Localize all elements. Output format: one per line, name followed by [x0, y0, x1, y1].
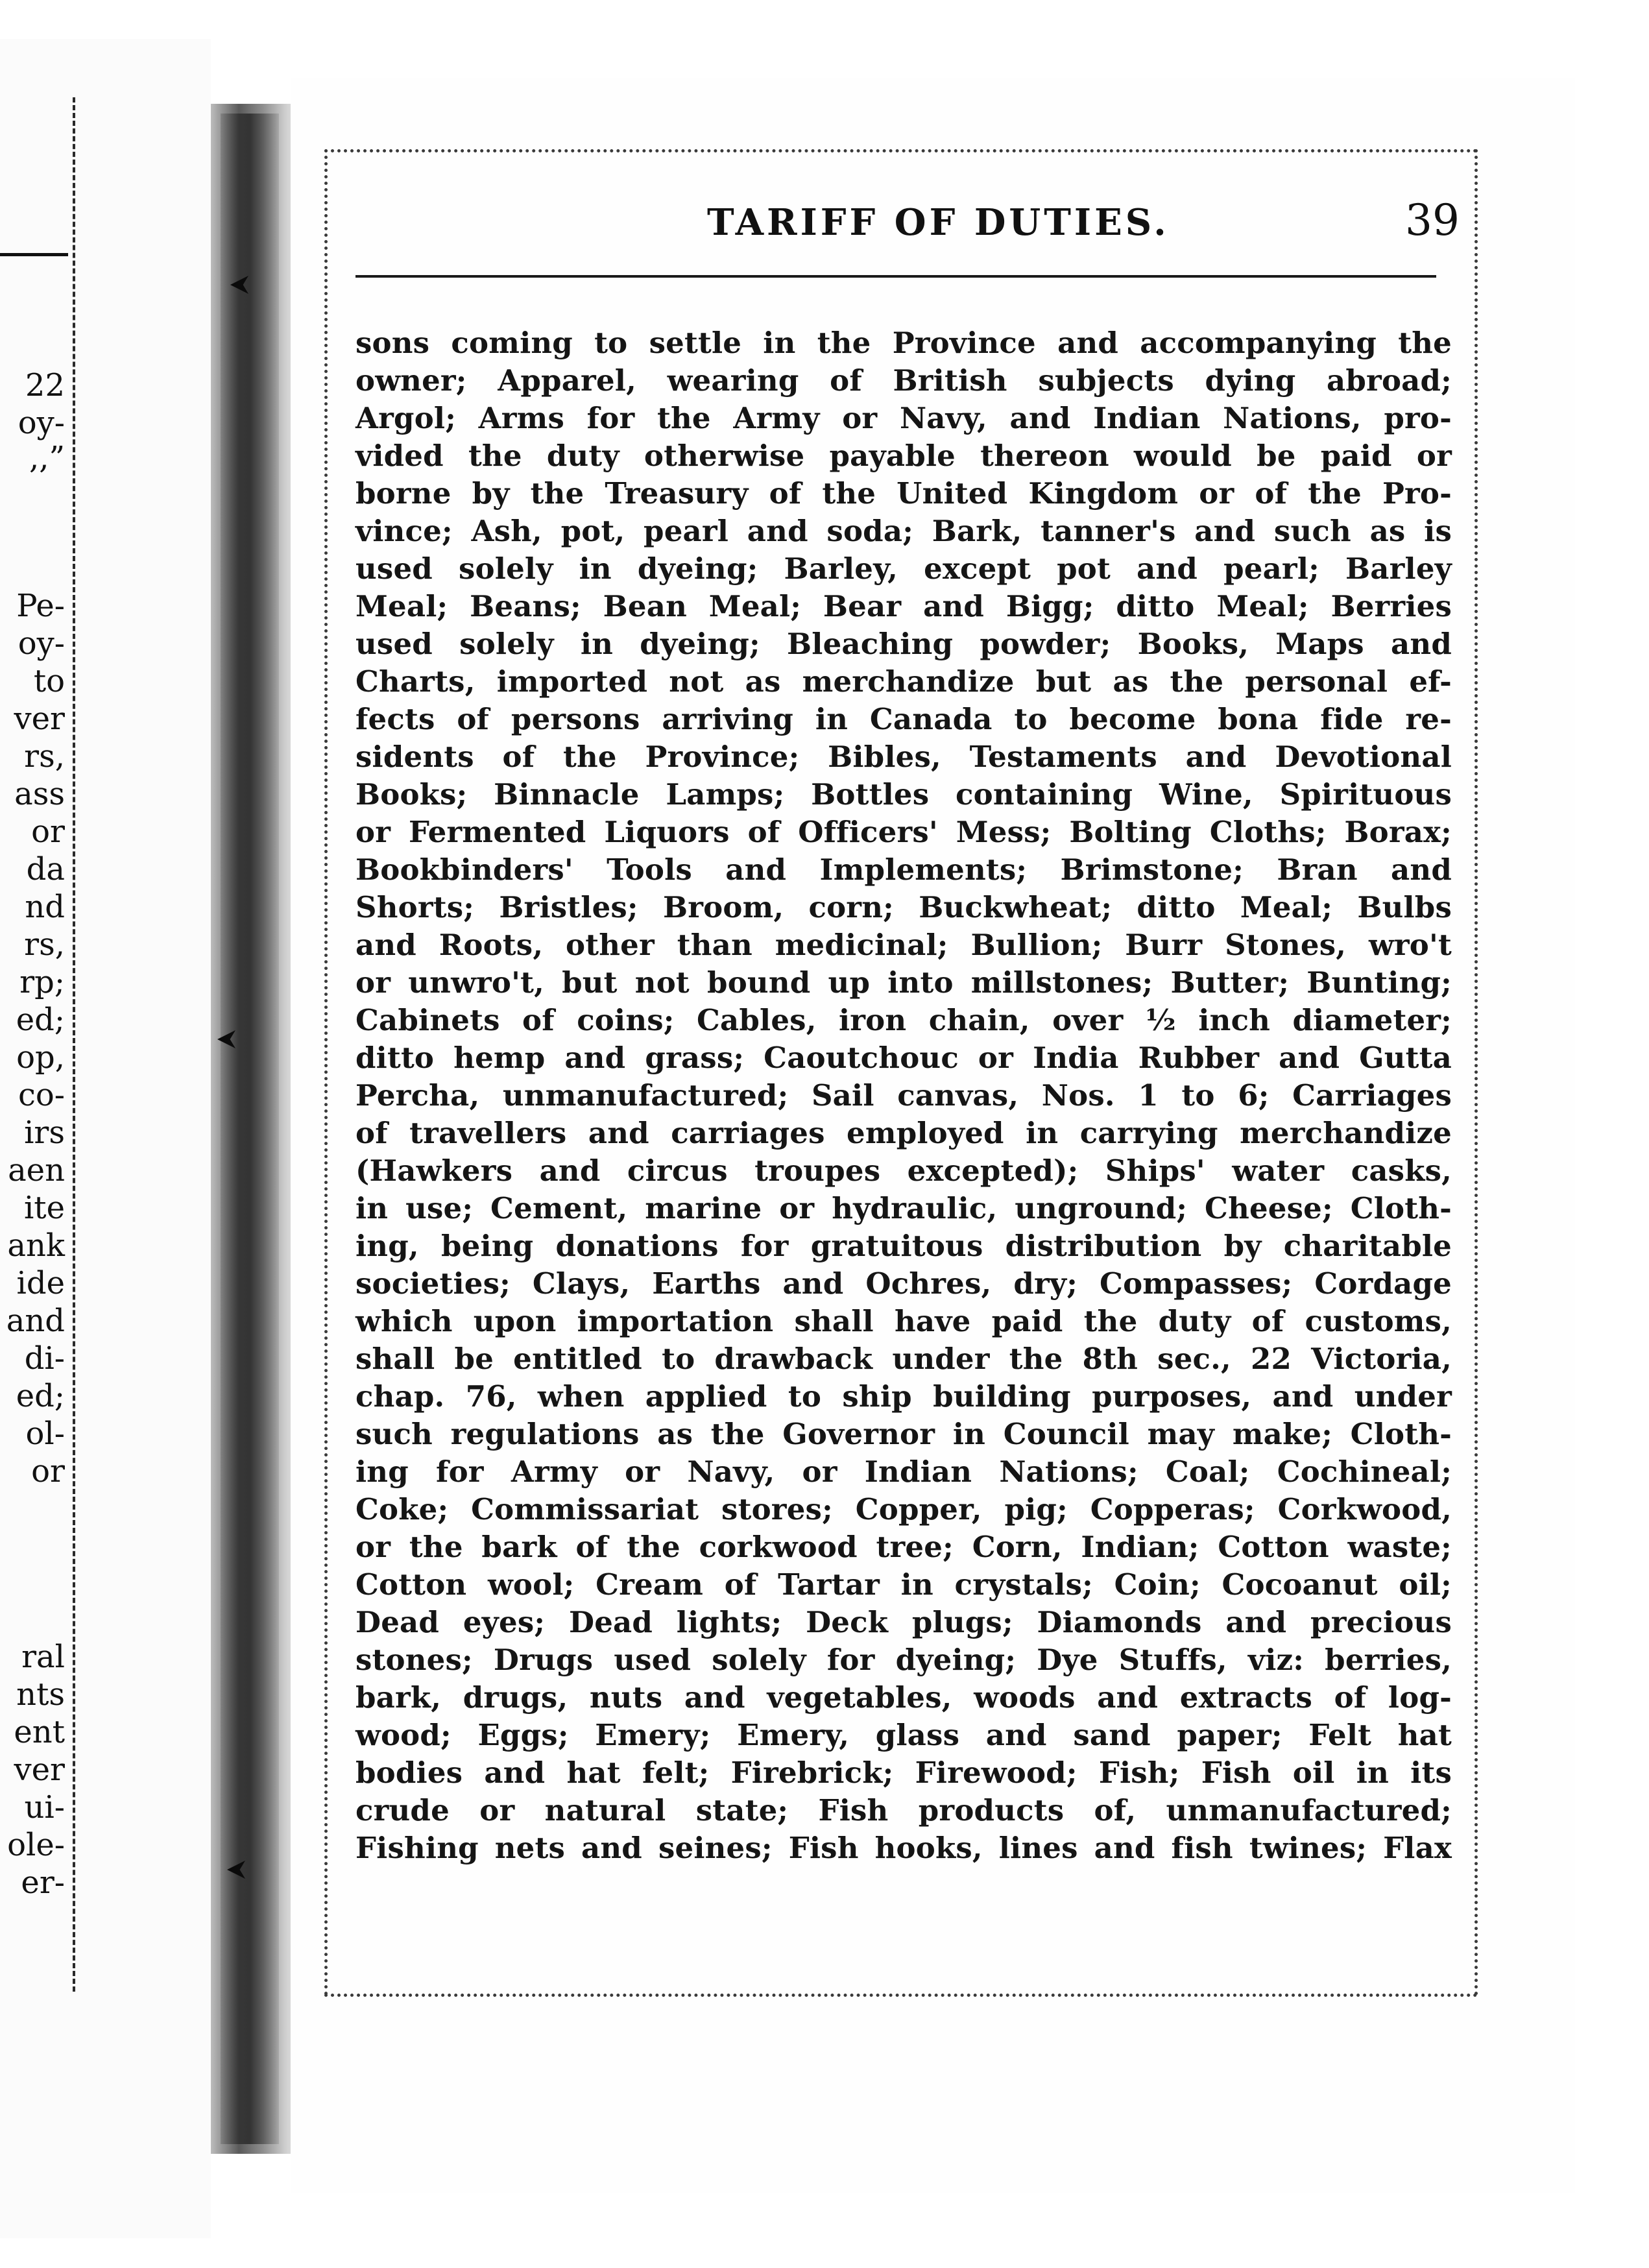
- left-page-fragment: ed;: [16, 1002, 65, 1038]
- body-line: crude or natural state; Fish products of, unmanufactured;: [355, 1793, 1452, 1828]
- left-page-fragment: ide: [16, 1265, 65, 1301]
- left-page-fragment: ver: [14, 1752, 65, 1788]
- left-page-fragment: aen: [8, 1152, 65, 1188]
- body-line: bodies and hat felt; Firebrick; Firewood; Fish; Fish oil in its: [355, 1755, 1452, 1790]
- body-line: in use; Cement, marine or hydraulic, unground; Cheese; Cloth-: [355, 1191, 1452, 1225]
- left-page-fragment: oy-: [18, 625, 65, 662]
- body-line: sidents of the Province; Bibles, Testaments and Devotional: [355, 740, 1452, 774]
- body-line: bark, drugs, nuts and vegetables, woods and extracts of log-: [355, 1680, 1452, 1715]
- left-page-fragment: irs: [24, 1115, 65, 1151]
- body-line: Cabinets of coins; Cables, iron chain, over ½ inch diameter;: [355, 1003, 1452, 1037]
- left-page-fragment: or: [31, 1453, 65, 1490]
- left-page-fragment: ole-: [7, 1827, 65, 1863]
- body-line: vince; Ash, pot, pearl and soda; Bark, tanner's and such as is: [355, 514, 1452, 548]
- left-page-fragment: rs,: [24, 926, 65, 963]
- body-line: or the bark of the corkwood tree; Corn, Indian; Cotton waste;: [355, 1530, 1452, 1564]
- left-page-fragment: ent: [14, 1714, 65, 1750]
- left-page-fragment: ed;: [16, 1378, 65, 1414]
- page-header: [363, 195, 1460, 276]
- body-line: Bookbinders' Tools and Implements; Brimstone; Bran and: [355, 852, 1452, 887]
- left-page-fragment: da: [26, 851, 65, 887]
- left-page-fragment: Pe-: [16, 588, 65, 624]
- body-line: Books; Binnacle Lamps; Bottles containing Wine, Spirituous: [355, 777, 1452, 812]
- body-line: societies; Clays, Earths and Ochres, dry; Compasses; Cordage: [355, 1266, 1452, 1301]
- left-page-fragment: rp;: [19, 964, 65, 1000]
- left-page-fragment: rs,: [24, 738, 65, 775]
- running-title: TARIFF OF DUTIES.: [707, 201, 1170, 244]
- left-page-fragment: di-: [24, 1340, 65, 1377]
- body-line: or unwro't, but not bound up into millstones; Butter; Bunting;: [355, 965, 1452, 1000]
- left-page-fragment: nd: [25, 889, 65, 925]
- body-line: shall be entitled to drawback under the 8th sec., 22 Victoria,: [355, 1342, 1452, 1376]
- left-page-fragment: to: [33, 663, 65, 699]
- body-line: Dead eyes; Dead lights; Deck plugs; Diamonds and precious: [355, 1605, 1452, 1639]
- body-line: owner; Apparel, wearing of British subjects dying abroad;: [355, 363, 1452, 398]
- body-line: and Roots, other than medicinal; Bullion; Burr Stones, wro't: [355, 928, 1452, 962]
- body-line: Fishing nets and seines; Fish hooks, lines and fish twines; Flax: [355, 1831, 1452, 1865]
- body-line: Shorts; Bristles; Broom, corn; Buckwheat; ditto Meal; Bulbs: [355, 890, 1452, 924]
- left-page-fragment: ite: [23, 1190, 65, 1226]
- body-line: wood; Eggs; Emery; Emery, glass and sand paper; Felt hat: [355, 1718, 1452, 1752]
- left-facing-page: [0, 39, 211, 2238]
- body-line: (Hawkers and circus troupes excepted); Ships' water casks,: [355, 1153, 1452, 1188]
- tariff-body-text: [355, 324, 1452, 1867]
- body-line: fects of persons arriving in Canada to become bona fide re-: [355, 702, 1452, 736]
- body-line: borne by the Treasury of the United Kingdom or of the Pro-: [355, 476, 1452, 511]
- left-page-fragment: nts: [16, 1676, 65, 1713]
- left-page-fragment: ol-: [25, 1416, 65, 1452]
- page-number: 39: [1405, 195, 1460, 245]
- left-page-fragment: oy-: [18, 405, 65, 441]
- body-line: used solely in dyeing; Barley, except pot and pearl; Barley: [355, 551, 1452, 586]
- left-page-fragment: ui-: [24, 1789, 65, 1826]
- body-line: used solely in dyeing; Bleaching powder; Books, Maps and: [355, 627, 1452, 661]
- body-line: ditto hemp and grass; Caoutchouc or India Rubber and Gutta: [355, 1041, 1452, 1075]
- left-page-fragment: ass: [14, 776, 65, 812]
- body-line: or Fermented Liquors of Officers' Mess; Bolting Cloths; Borax;: [355, 815, 1452, 849]
- body-line: Cotton wool; Cream of Tartar in crystals; Coin; Cocoanut oil;: [355, 1567, 1452, 1602]
- gutter-shadow: [221, 114, 279, 2144]
- left-page-fragment: ral: [21, 1639, 65, 1675]
- body-line: sons coming to settle in the Province and accompanying the: [355, 326, 1452, 360]
- left-page-rule: [0, 253, 68, 256]
- left-page-fragment: or: [31, 814, 65, 850]
- left-page-fragment: op,: [16, 1039, 65, 1076]
- left-page-fragment: and: [6, 1303, 65, 1339]
- left-page-fragment: co-: [18, 1077, 65, 1113]
- left-page-fragment: 22: [25, 367, 65, 404]
- left-page-fragment: ank: [7, 1227, 65, 1264]
- body-line: chap. 76, when applied to ship building purposes, and under: [355, 1379, 1452, 1414]
- body-line: Meal; Beans; Bean Meal; Bear and Bigg; ditto Meal; Berries: [355, 589, 1452, 623]
- body-line: Coke; Commissariat stores; Copper, pig; Copperas; Corkwood,: [355, 1492, 1452, 1526]
- body-line: such regulations as the Governor in Council may make; Cloth-: [355, 1417, 1452, 1451]
- left-page-fragment: er-: [21, 1864, 65, 1901]
- body-line: Charts, imported not as merchandize but as the personal ef-: [355, 664, 1452, 699]
- body-line: ing, being donations for gratuitous distribution by charitable: [355, 1229, 1452, 1263]
- body-line: stones; Drugs used solely for dyeing; Dye Stuffs, viz: berries,: [355, 1643, 1452, 1677]
- body-line: of travellers and carriages employed in carrying merchandize: [355, 1116, 1452, 1150]
- body-line: Percha, unmanufactured; Sail canvas, Nos. 1 to 6; Carriages: [355, 1078, 1452, 1113]
- body-line: Argol; Arms for the Army or Navy, and Indian Nations, pro-: [355, 401, 1452, 435]
- body-line: ing for Army or Navy, or Indian Nations; Coal; Cochineal;: [355, 1454, 1452, 1489]
- header-rule: [355, 275, 1436, 278]
- left-page-fragment: ver: [14, 701, 65, 737]
- left-page-fragment: ,,”: [29, 440, 65, 476]
- body-line: vided the duty otherwise payable thereon would be paid or: [355, 439, 1452, 473]
- body-line: which upon importation shall have paid the duty of customs,: [355, 1304, 1452, 1338]
